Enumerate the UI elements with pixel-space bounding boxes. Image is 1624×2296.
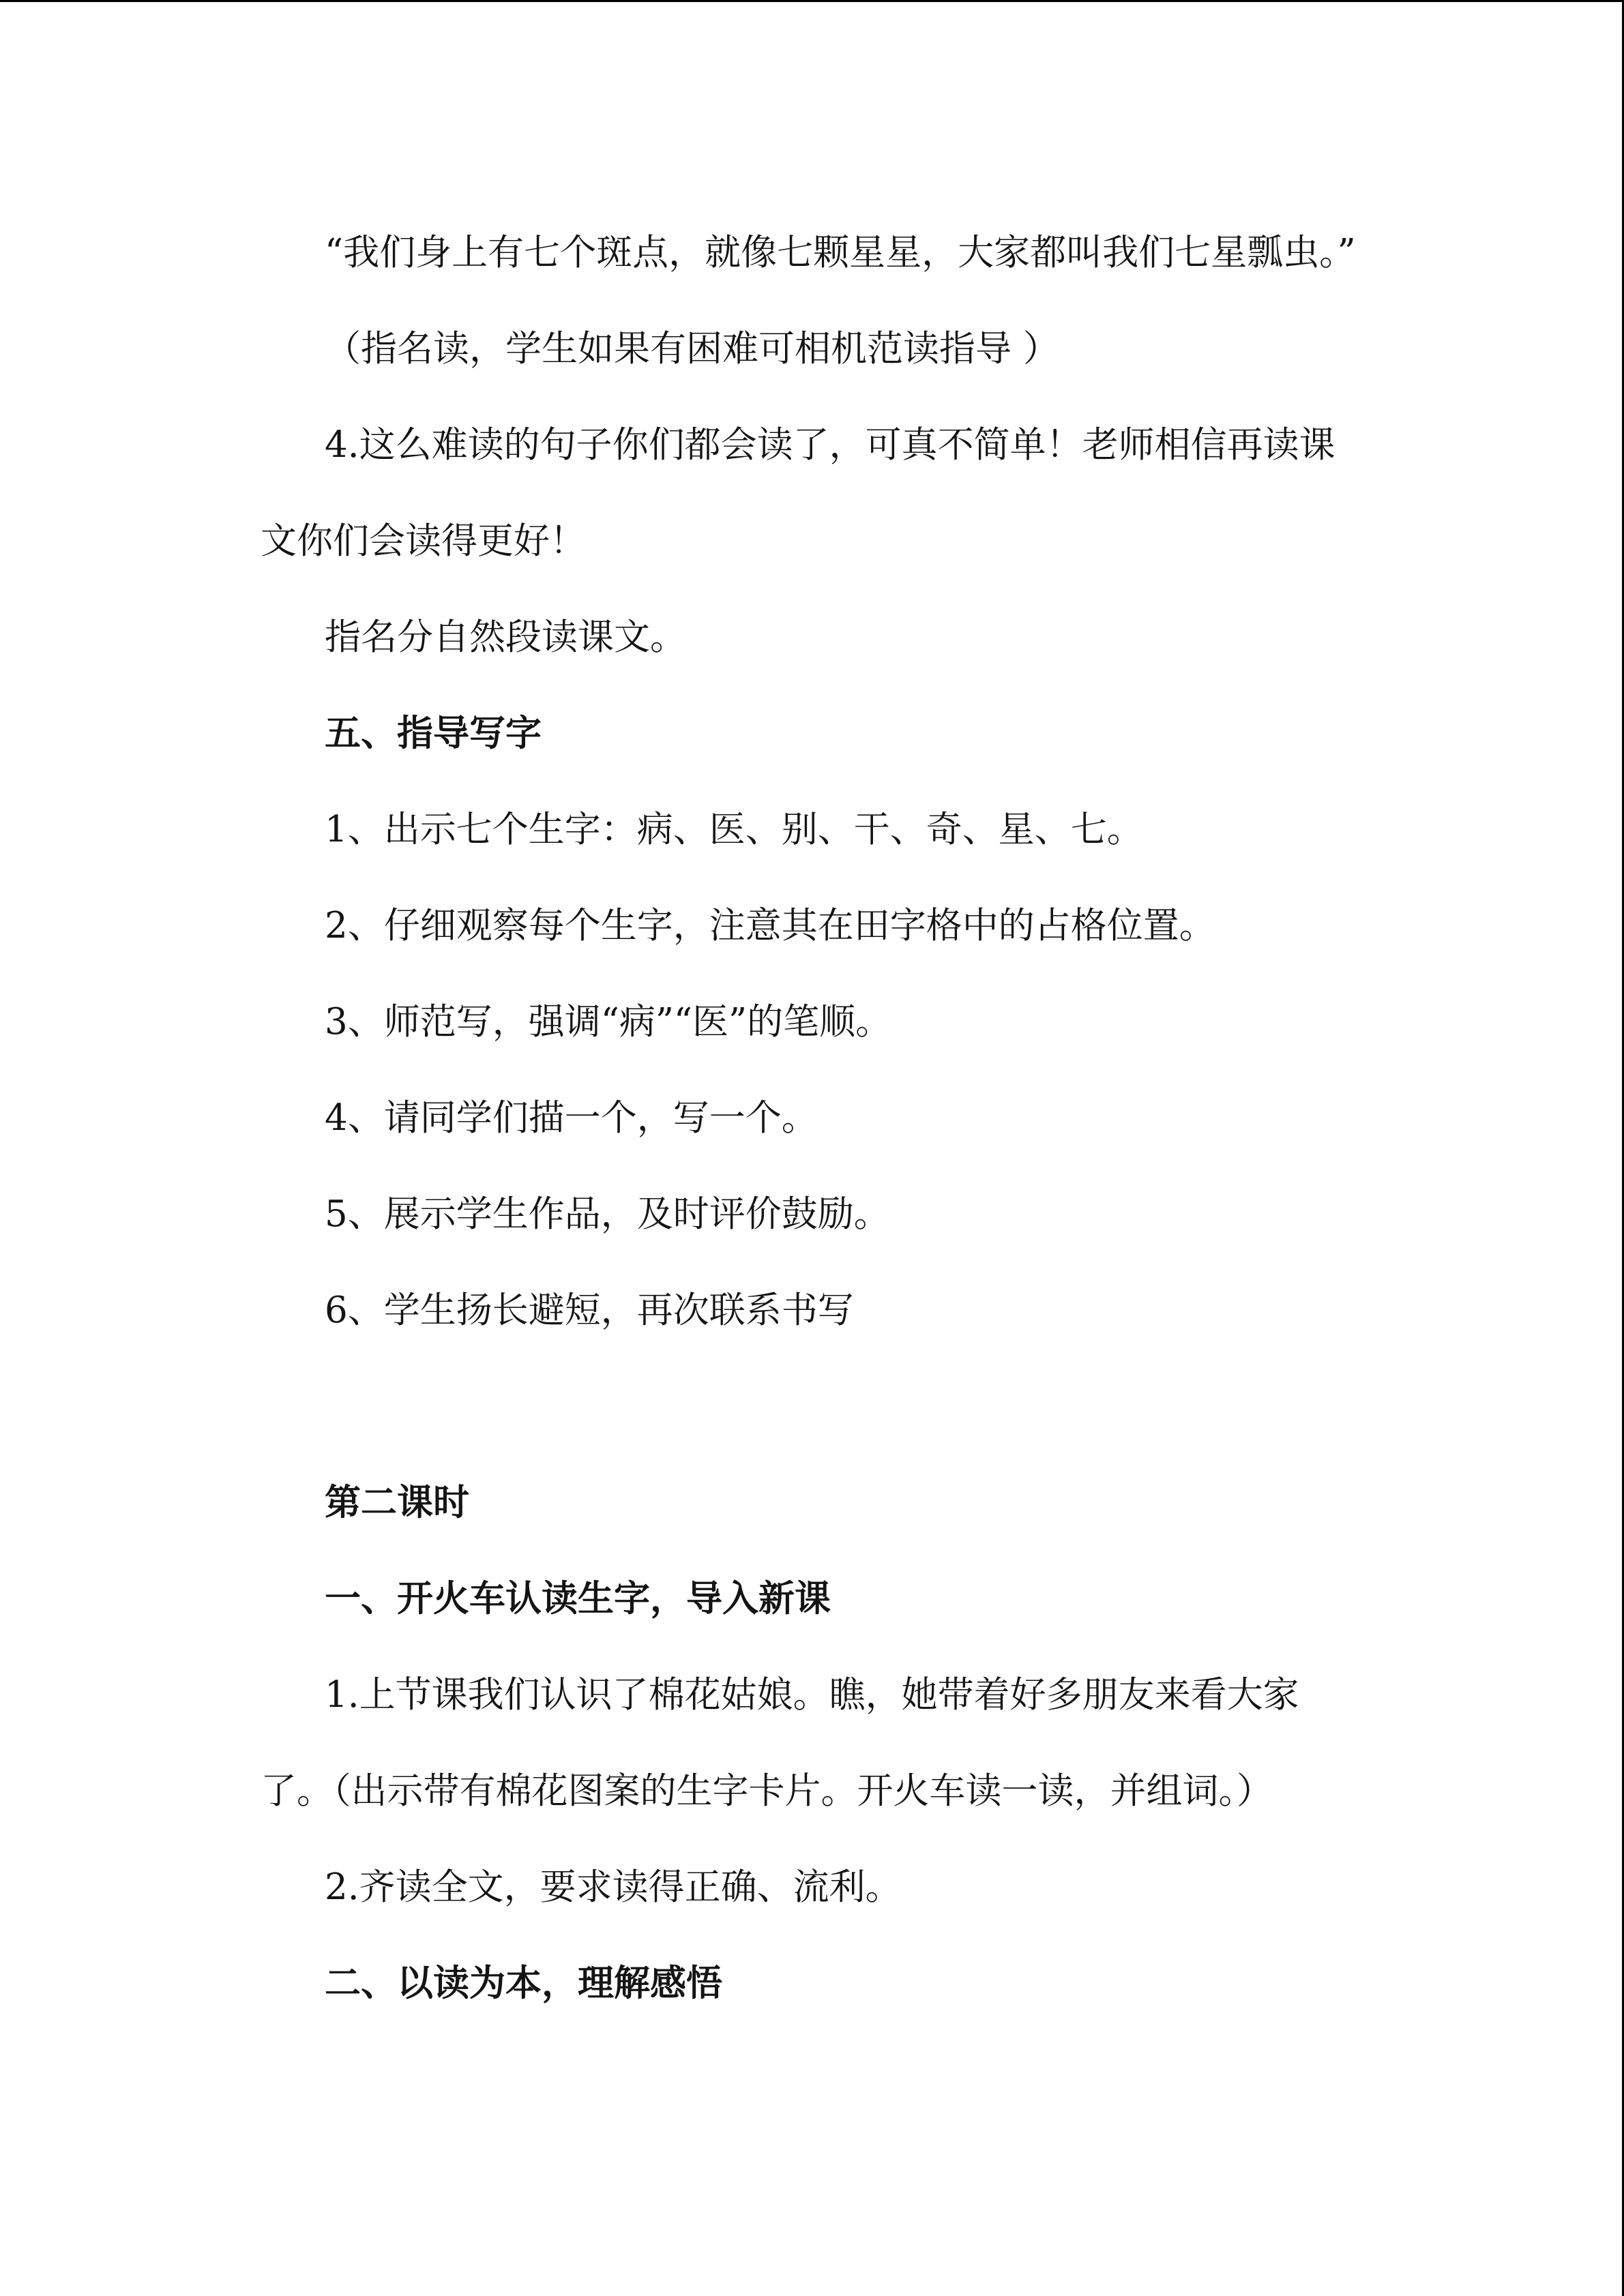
paragraph-ladybug-quote: “我们身上有七个斑点，就像七颗星星，大家都叫我们七星瓢虫。” (325, 232, 1356, 273)
list-item-writing-4: 4、请同学们描一个，写一个。 (325, 1097, 818, 1139)
list-item-writing-3: 3、师范写，强调“病”“医”的笔顺。 (325, 1001, 892, 1043)
list-item-writing-5: 5、展示学生作品，及时评价鼓励。 (325, 1193, 890, 1235)
paragraph-reading-note: （指名读，学生如果有困难可相机范读指导 ） (325, 328, 1059, 370)
heading-section-two: 二、以读为本，理解感悟 (325, 1963, 722, 2004)
blank-line (261, 1358, 1365, 1455)
heading-section-one: 一、开火车认读生字，导入新课 (325, 1578, 831, 1620)
list-item-writing-1: 1、出示七个生字：病、医、别、干、奇、星、七。 (325, 809, 1143, 850)
paragraph-step-4: 4.这么难读的句子你们都会读了，可真不简单！老师相信再读课文你们会读得更好！ (261, 424, 1335, 562)
paragraph-read-by-section: 指名分自然段读课文。 (325, 616, 686, 658)
page-top-border (0, 0, 1624, 2)
list-item-writing-2: 2、仔细观察每个生字，注意其在田字格中的占格位置。 (325, 905, 1215, 946)
list-item-writing-6: 6、学生扬长避短，再次联系书写 (325, 1289, 854, 1331)
paragraph-read-full-text: 2.齐读全文，要求读得正确、流利。 (325, 1866, 902, 1908)
heading-writing-guidance: 五、指导写字 (325, 713, 542, 754)
heading-second-lesson: 第二课时 (325, 1482, 469, 1523)
paragraph-intro-friends: 1.上节课我们认识了棉花姑娘。瞧，她带着好多朋友来看大家了。（出示带有棉花图案的生字卡片。开火车读一读，并组词。） (261, 1674, 1299, 1812)
document-page (261, 205, 1365, 2031)
